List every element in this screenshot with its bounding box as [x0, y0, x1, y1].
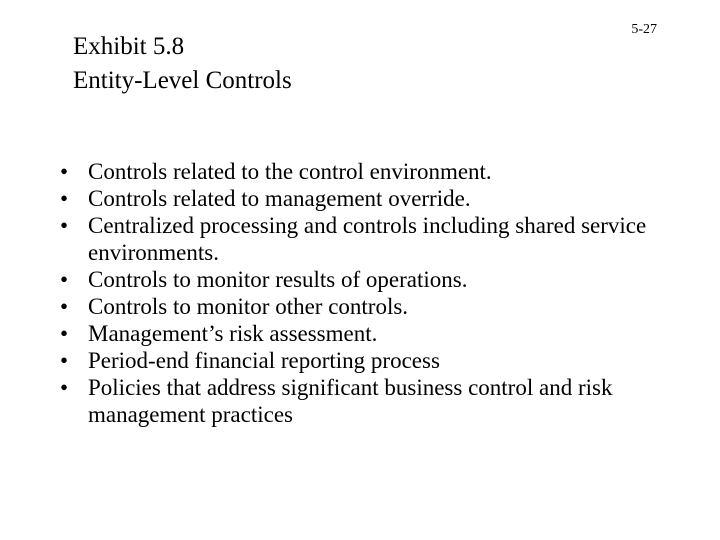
slide-title	[73, 30, 292, 98]
bullet-icon: •	[60, 159, 69, 184]
bullet-item	[58, 374, 678, 428]
title-line-exhibit: Exhibit 5.8	[73, 33, 185, 60]
bullet-icon: •	[60, 294, 69, 319]
bullet-text: Management’s risk assessment.	[88, 321, 378, 346]
bullet-icon: •	[60, 321, 69, 346]
bullet-text: Controls to monitor other controls.	[88, 294, 409, 319]
page-number: 5-27	[631, 22, 657, 37]
bullet-item	[58, 212, 678, 266]
bullet-icon: •	[60, 348, 69, 373]
bullet-item	[58, 185, 678, 212]
bullet-icon: •	[60, 213, 69, 238]
bullet-text: Centralized processing and controls including shared service environments.	[88, 213, 647, 265]
bullet-item	[58, 320, 678, 347]
bullet-item	[58, 158, 678, 185]
bullet-text: Controls related to the control environment.	[88, 159, 492, 184]
bullet-text: Controls to monitor results of operations.	[88, 267, 468, 292]
bullet-item	[58, 347, 678, 374]
bullet-text: Period-end financial reporting process	[88, 348, 440, 373]
bullet-icon: •	[60, 267, 69, 292]
bullet-icon: •	[60, 375, 69, 400]
title-line-topic: Entity-Level Controls	[73, 67, 292, 94]
bullet-text: Controls related to management override.	[88, 186, 471, 211]
bullet-icon: •	[60, 186, 69, 211]
bullet-item	[58, 293, 678, 320]
bullet-list	[58, 158, 678, 428]
bullet-text: Policies that address significant business control and risk management practices	[88, 375, 613, 427]
bullet-item	[58, 266, 678, 293]
